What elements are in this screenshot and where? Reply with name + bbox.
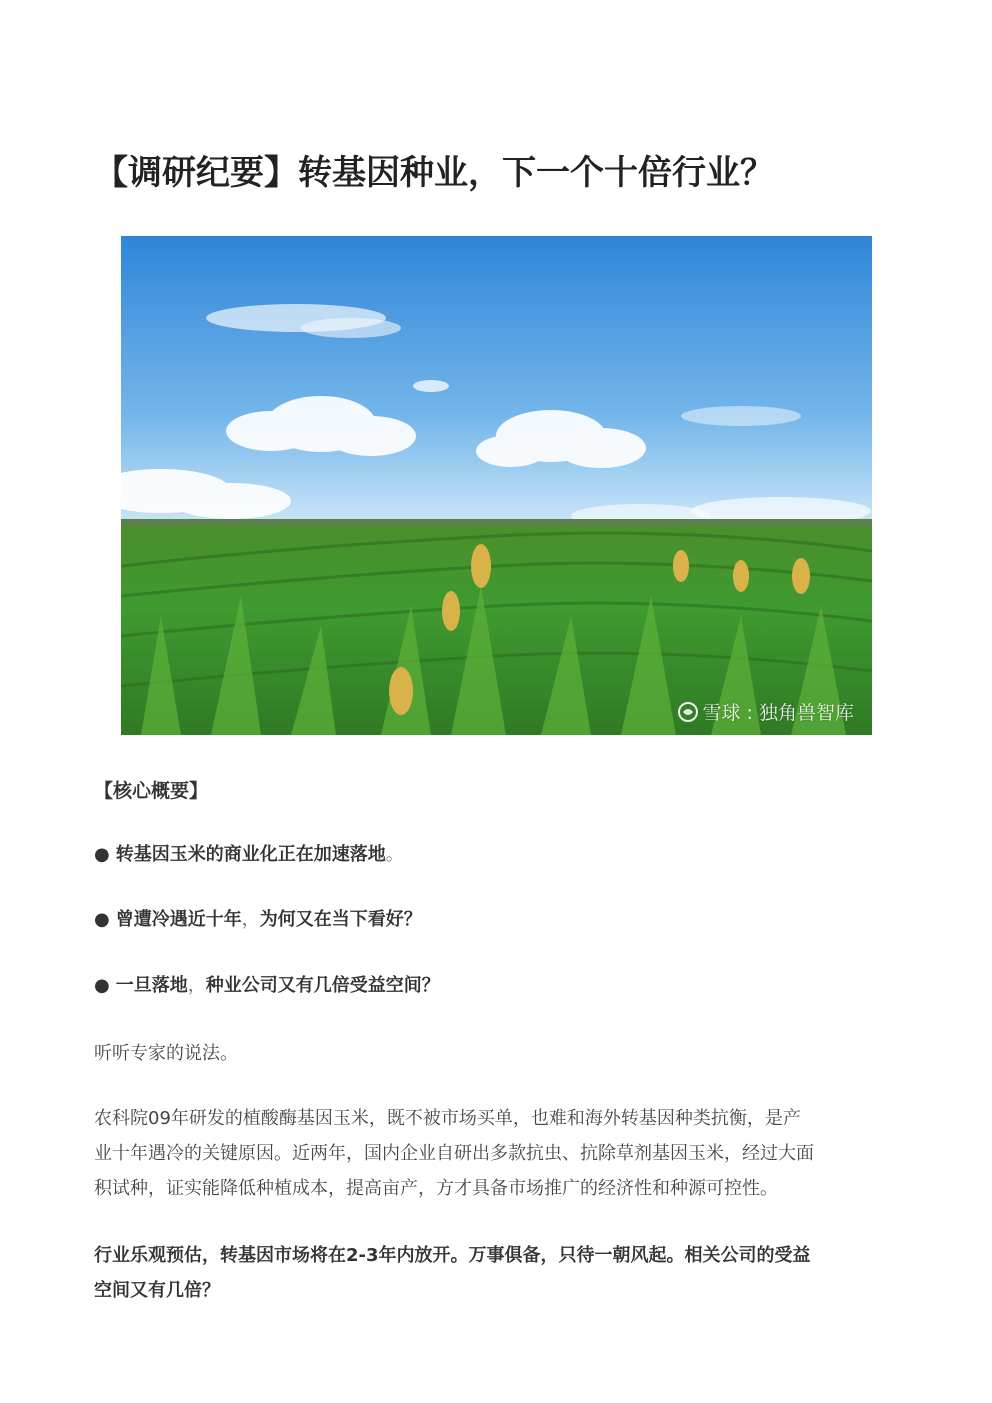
paragraph-line: 行业乐观预估，转基因市场将在2-3年内放开。万事俱备，只待一朝风起。相关公司的受益 (94, 1245, 811, 1266)
paragraph-line: 业十年遇冷的关键原因。近两年，国内企业自研出多款抗虫、抗除草剂基因玉米，经过大面 (94, 1143, 814, 1164)
article-title: 【调研纪要】转基因种业，下一个十倍行业？ (94, 153, 774, 193)
bullet-punct: ， (187, 975, 206, 996)
bullet-dot: ● (94, 975, 110, 996)
bullet-dot: ● (94, 909, 110, 930)
intro-paragraph: 听听专家的说法。 (94, 1043, 238, 1064)
body-paragraph-1 (94, 1101, 900, 1206)
bullet-punct: ， (241, 909, 260, 930)
paragraph-line: 积试种，证实能降低种植成本，提高亩产，方才具备市场推广的经济性和种源可控性。 (94, 1178, 778, 1199)
core-summary-heading: 【核心概要】 (94, 780, 209, 802)
bullet-text: 转基因玉米的商业化正在加速落地 (115, 844, 386, 865)
bullet-text: 曾遭冷遇近十年 (115, 909, 242, 930)
summary-bullet-2 (94, 905, 422, 935)
summary-bullet-1 (94, 840, 404, 870)
bullet-text-2: 为何又在当下看好？ (259, 909, 422, 930)
watermark-text: 雪球 : 独角兽智库 (702, 702, 854, 724)
bullet-text: 一旦落地 (115, 975, 188, 996)
paragraph-line: 农科院09年研发的植酸酶基因玉米，既不被市场买单，也难和海外转基因种类抗衡，是产 (94, 1108, 801, 1129)
bullet-punct: 。 (385, 844, 404, 865)
bullet-text-2: 种业公司又有几倍受益空间？ (205, 975, 440, 996)
image-watermark (677, 698, 854, 725)
snowball-logo-icon (677, 701, 699, 723)
summary-bullet-3 (94, 971, 440, 1001)
body-paragraph-2 (94, 1238, 900, 1308)
cornfield-illustration (121, 236, 872, 735)
paragraph-line: 空间又有几倍？ (94, 1280, 220, 1301)
bullet-dot: ● (94, 844, 110, 865)
cornfield-photo (121, 236, 872, 735)
